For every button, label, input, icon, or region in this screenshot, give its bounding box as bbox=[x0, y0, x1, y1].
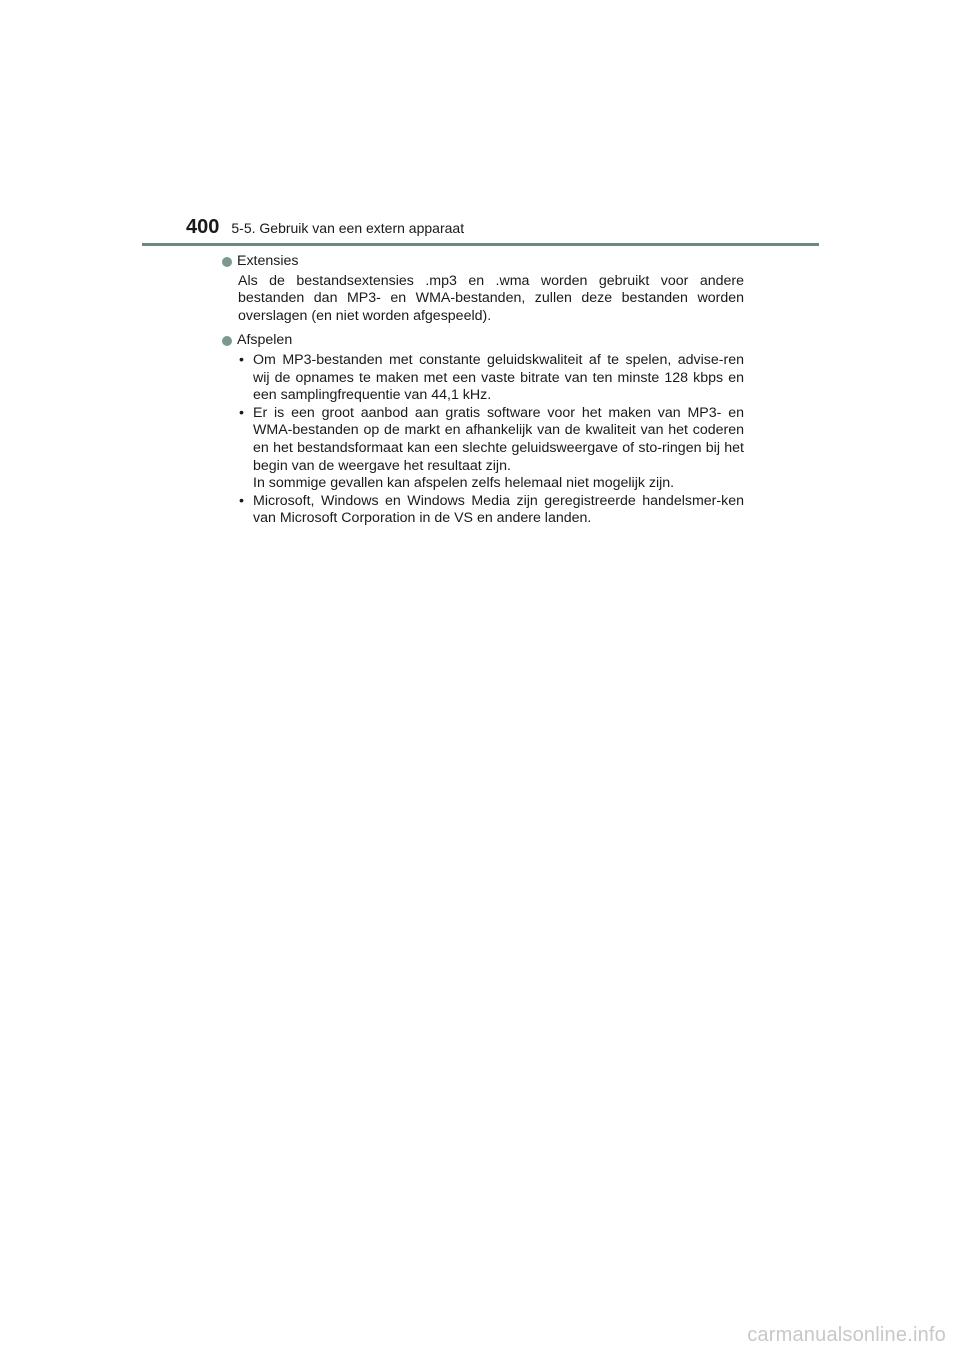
list-marker: • bbox=[239, 404, 244, 421]
section-paragraph: Als de bestandsextensies .mp3 en .wma worden gebruikt voor andere bestanden dan MP3- en WMA-bestanden, zullen deze bestanden worden overslagen (en niet worden afgespeeld). bbox=[238, 272, 744, 324]
list-item-text: Er is een groot aanbod aan gratis software voor het maken van MP3- en WMA-bestanden op de markt en afhankelijk van de kwaliteit van het coderen en het bestandsformaat kan een slechte geluidsweergave of sto-ringen bij het begin van de weergave het resultaat zijn. bbox=[253, 404, 744, 474]
list-item-text: Om MP3-bestanden met constante geluidskwaliteit af te spelen, advise-ren wij de opnames te maken met een vaste bitrate van ten minste 128 kbps en een samplingfrequentie van 44,1 kHz. bbox=[253, 351, 744, 404]
section-title: 5-5. Gebruik van een extern apparaat bbox=[231, 220, 465, 236]
main-content bbox=[222, 253, 744, 535]
section-heading bbox=[222, 253, 744, 271]
bullet-dot-icon bbox=[222, 257, 232, 267]
list-marker: • bbox=[239, 351, 244, 368]
section-heading-label: Afspelen bbox=[237, 332, 293, 349]
page-number: 400 bbox=[186, 216, 220, 238]
bullet-list bbox=[222, 352, 744, 528]
section-heading bbox=[222, 332, 744, 350]
section-extensies bbox=[222, 253, 744, 325]
list-item-text: Microsoft, Windows en Windows Media zijn geregistreerde handelsmer-ken van Microsoft Corporation in de VS en andere landen. bbox=[253, 492, 744, 527]
list-item bbox=[239, 351, 744, 405]
list-marker: • bbox=[239, 492, 244, 509]
bullet-dot-icon bbox=[222, 336, 232, 346]
section-afspelen bbox=[222, 332, 744, 528]
page-header bbox=[186, 216, 464, 244]
header-divider bbox=[142, 243, 819, 246]
section-heading-label: Extensies bbox=[237, 253, 299, 269]
list-item bbox=[239, 492, 744, 528]
list-item bbox=[239, 404, 744, 493]
list-item-text: In sommige gevallen kan afspelen zelfs helemaal niet mogelijk zijn. bbox=[253, 475, 675, 492]
watermark: carmanualsonline.info bbox=[747, 1324, 946, 1346]
